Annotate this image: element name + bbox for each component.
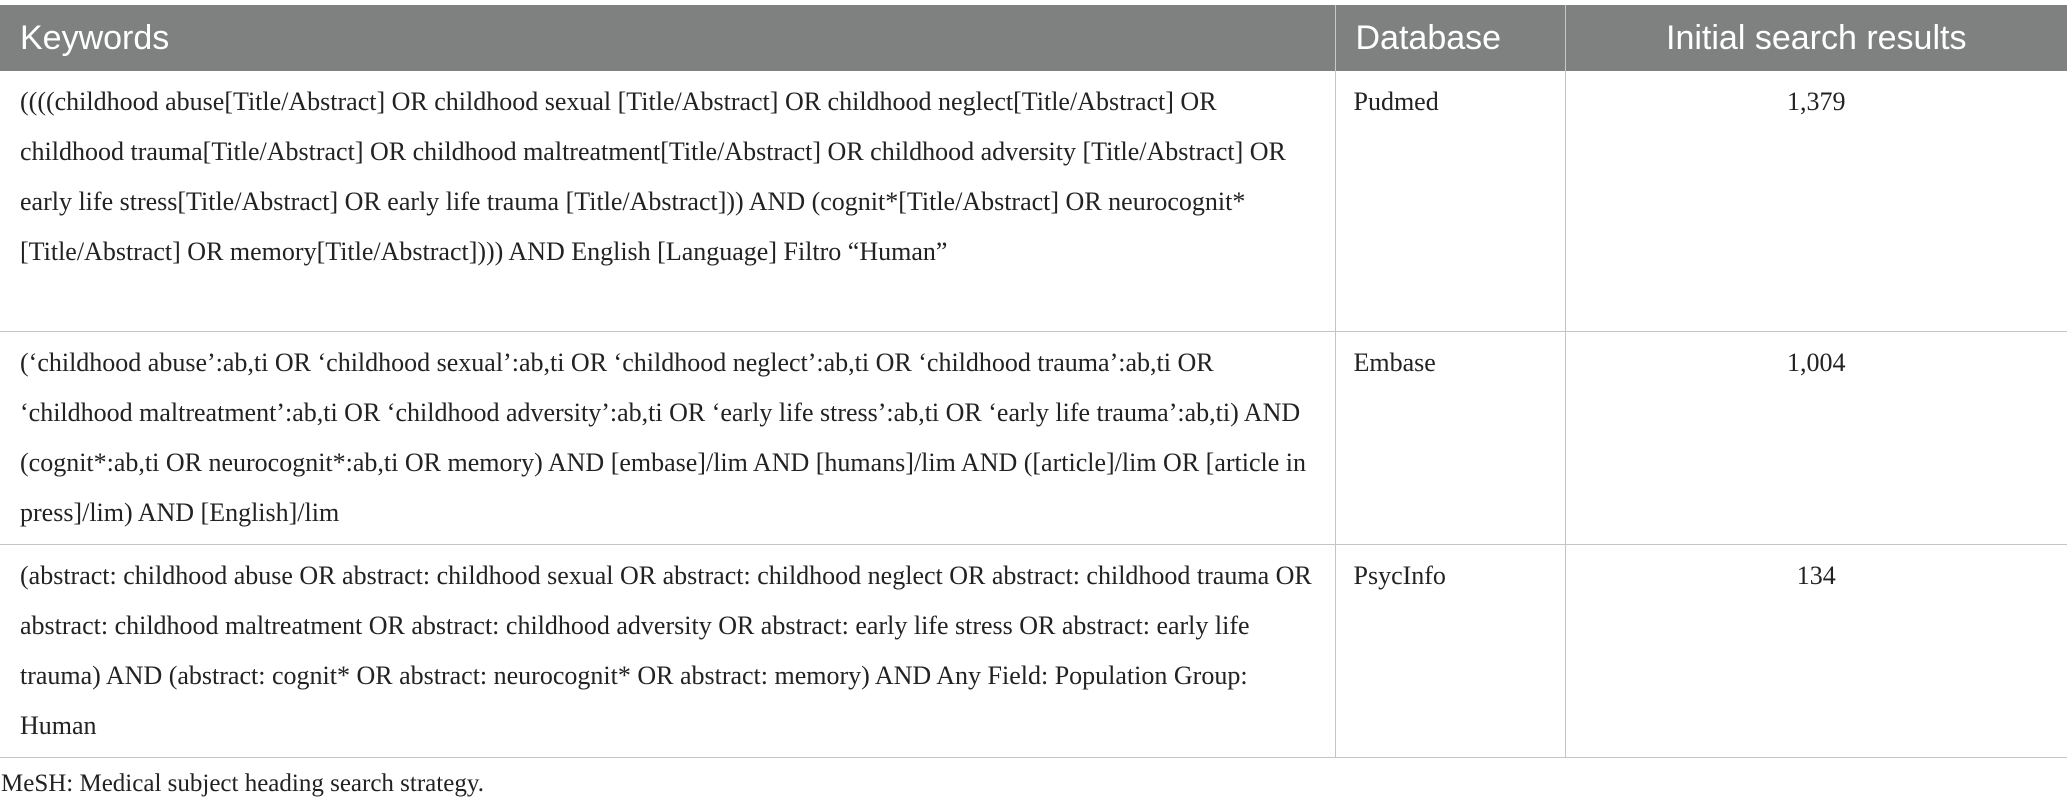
search-strategy-table [0, 5, 2067, 758]
table-footnote: MeSH: Medical subject heading search strategy. [1, 770, 484, 797]
table-body [0, 71, 2067, 758]
table-header [0, 5, 2067, 71]
database-cell: PsycInfo [1335, 545, 1565, 758]
keywords-cell: (‘childhood abuse’:ab,ti OR ‘childhood sexual’:ab,ti OR ‘childhood neglect’:ab,ti OR ‘childhood trauma’:ab,ti OR ‘childhood maltreatment’:ab,ti OR ‘childhood adversity’:ab,ti OR ‘early life stress’:ab,ti OR ‘early life trauma’:ab,ti) AND (cognit*:ab,ti OR neurocognit*:ab,ti OR memory) AND [embase]/lim AND [humans]/lim AND ([article]/lim OR [article in press]/lim) AND [English]/lim [0, 332, 1335, 545]
results-cell: 1,004 [1565, 332, 2067, 545]
keywords-cell: ((((childhood abuse[Title/Abstract] OR childhood sexual [Title/Abstract] OR childhood neglect[Title/Abstract] OR childhood trauma[Title/Abstract] OR childhood maltreatment[Title/Abstract] OR childhood adversity [Title/Abstract] OR early life stress[Title/Abstract] OR early life trauma [Title/Abstract])) AND (cognit*[Title/Abstract] OR neurocognit*[Title/Abstract] OR memory[Title/Abstract]))) AND English [Language] Filtro “Human” [0, 71, 1335, 332]
header-row [0, 5, 2067, 71]
table-row [0, 545, 2067, 758]
header-keywords: Keywords [0, 5, 1335, 71]
header-database: Database [1335, 5, 1565, 71]
results-cell: 134 [1565, 545, 2067, 758]
database-cell: Pudmed [1335, 71, 1565, 332]
results-cell: 1,379 [1565, 71, 2067, 332]
table-row [0, 71, 2067, 332]
keywords-cell: (abstract: childhood abuse OR abstract: childhood sexual OR abstract: childhood neglect OR abstract: childhood trauma OR abstract: childhood maltreatment OR abstract: childhood adversity OR abstract: early life stress OR abstract: early life trauma) AND (abstract: cognit* OR abstract: neurocognit* OR abstract: memory) AND Any Field: Population Group: Human [0, 545, 1335, 758]
table-row [0, 332, 2067, 545]
database-cell: Embase [1335, 332, 1565, 545]
search-strategy-table-container [0, 5, 2067, 758]
header-initial-search-results: Initial search results [1565, 5, 2067, 71]
